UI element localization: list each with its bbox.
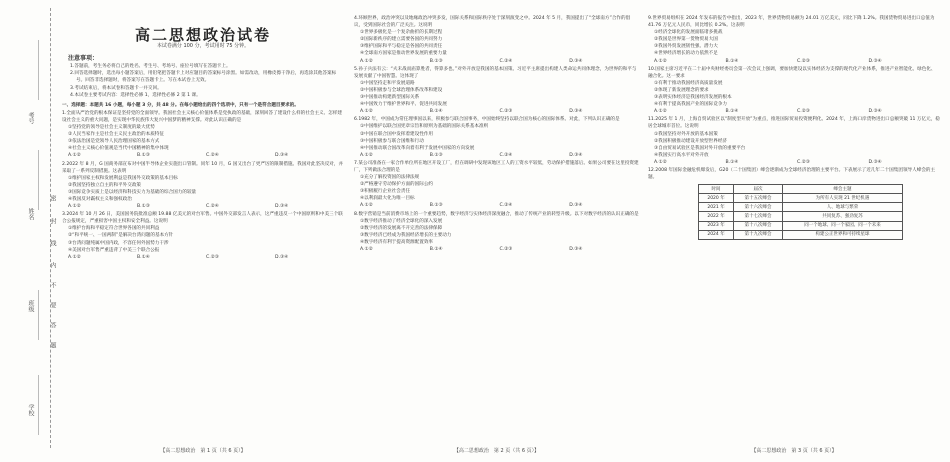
answer-choice: C.②③ bbox=[797, 159, 810, 165]
question-stem: 8.数字营销是当前消费市场上的一个重要趋势，数字经济与实体经济深度融合，推动了传统产业的转型升级。以下对数字经济的认识正确的是 bbox=[354, 211, 639, 217]
answer-choices bbox=[648, 108, 940, 115]
answer-choices bbox=[354, 152, 639, 159]
question-option: ③自由贸易试验区是我国对外开放的重要平台 bbox=[654, 145, 746, 151]
answer-choice: A.①② bbox=[360, 109, 373, 115]
note-item: 2.回答选择题时，选出每小题答案后，用铅笔把答题卡上对应题目的答案标号涂黑。如需改动，用橡皮擦干净后，再选涂其他答案标号。回答非选择题时，将答案写在答题卡上。写在本试卷上无效。 bbox=[70, 71, 337, 84]
answer-choice: B.①③ bbox=[429, 58, 443, 64]
table-body bbox=[699, 194, 903, 239]
g20-summit-table bbox=[698, 184, 903, 240]
answer-choices bbox=[648, 159, 940, 166]
answer-choice: D.③④ bbox=[569, 247, 583, 252]
table-cell: 同一个地球、同一个家园、同一个未来 bbox=[782, 221, 902, 230]
question-option: ①世界多极化是一个复杂曲折的长期过程 bbox=[360, 30, 443, 36]
table-cell: 2024 年 bbox=[699, 230, 734, 239]
seal-char: 内 bbox=[49, 262, 56, 268]
answer-choice: A.①② bbox=[360, 58, 373, 64]
question-stem: 6.1982 年，中国成为常任理事国以来，积极参与联合国事务，中国始终坚持以联合国为核心的国际体系。对此，下列认识正确的是 bbox=[354, 117, 620, 123]
question-option: ②我国是世界第一货物贸易大国 bbox=[654, 37, 718, 43]
answer-choice: C.②④ bbox=[206, 153, 219, 159]
answer-choice: A.①② bbox=[360, 247, 373, 252]
seal-char: 答 bbox=[49, 322, 56, 328]
answer-choice: A.①② bbox=[654, 109, 667, 115]
question-option: ④以利润最大化为唯一目标 bbox=[360, 196, 415, 202]
table-row bbox=[699, 221, 903, 230]
question-option: ③数字经济已经成为我国经济增长的主要动力 bbox=[360, 232, 452, 238]
question-option: ①数字经济推动了经济全球化的深入发展 bbox=[360, 218, 443, 224]
question-option: ③台湾问题纯属中国内政，不容任何外国势力干涉 bbox=[68, 240, 169, 246]
question-option: ④世界经济增长的动力依然不足 bbox=[654, 51, 718, 57]
question-stem: 11.2025 年 1 月，上海自贸试验区以“制度型开放”为重点，推进国际贸易投资便利化。2024 年，上海口岸货物进出口总额突破 11 万亿元，稳居全球城市首位。这说明 bbox=[648, 117, 940, 130]
page-3-column bbox=[648, 14, 940, 446]
question-option: ③依法治国是党领导人民治理国家的基本方式 bbox=[68, 139, 160, 145]
table-row bbox=[699, 230, 903, 239]
answer-choice: B.①④ bbox=[725, 109, 739, 115]
answer-choice: C.②④ bbox=[499, 58, 513, 64]
answer-choice: A.①② bbox=[360, 152, 373, 158]
table-cell: 人、地球与繁荣 bbox=[782, 203, 902, 212]
seal-char: 不 bbox=[49, 282, 56, 288]
question-stem: 3.2024 年 10 月 26 日，美国国务院批准总额 19.88 亿美元的对台军售。中国外交部发言人表示，这严重违反一个中国原则和中美三个联合公报规定，严重损害中国主权和安全利益。这说明 bbox=[62, 212, 343, 225]
table-cell: 为所有人实现 21 世纪机遇 bbox=[782, 194, 902, 203]
question-option: ③国际竞争实质上是以经济和科技实力为基础的综合国力的较量 bbox=[68, 189, 197, 195]
answer-choices bbox=[62, 203, 344, 210]
label-name: 姓名 bbox=[27, 208, 34, 220]
answer-choice: C.②③ bbox=[499, 247, 513, 252]
answer-choice: C.②③ bbox=[206, 254, 219, 260]
note-item: 1.答题前，考生务必将自己的姓名、考生号、考场号、座位号填写在答题卡上。 bbox=[70, 64, 231, 70]
answer-choices bbox=[354, 246, 639, 253]
exam-title: 高二思想政治试卷 bbox=[134, 26, 271, 44]
question-stem: 7.某公司准备在一家合作单位所在地区开设工厂，但在调研中发现该地区工人的工资水平较低，劳动保护措施落后。如果公司要在这里投资建厂，下列做法合理的是 bbox=[354, 160, 639, 173]
question-option: ②我国坚持独立自主的和平外交政策 bbox=[68, 182, 142, 188]
question-option: ③我国外贸发展韧性强、潜力大 bbox=[654, 44, 718, 50]
table-cell: 第十六次峰会 bbox=[734, 203, 783, 212]
question-option: ②“和平统一、一国两制”是解决台湾问题的基本方针 bbox=[68, 233, 174, 239]
question-option: ③维护国际和平与稳定是各国的共同责任 bbox=[360, 44, 443, 50]
page-2-column bbox=[354, 14, 639, 446]
answer-choice: B.①③ bbox=[429, 152, 443, 158]
notes-heading: 注意事项： bbox=[68, 55, 99, 63]
table-cell: 2020 年 bbox=[699, 194, 734, 203]
answer-choice: D.③④ bbox=[275, 153, 289, 159]
answer-choice: A.①② bbox=[654, 58, 667, 64]
answer-choice: D.③④ bbox=[569, 152, 583, 158]
answer-choice: D.③④ bbox=[569, 58, 583, 64]
question-option: ③中国积极参与联合国维和行动 bbox=[360, 138, 424, 144]
answer-choice: B.①④ bbox=[137, 254, 150, 260]
table-cell: 第十五次峰会 bbox=[734, 194, 783, 203]
answer-choice: D.③④ bbox=[569, 203, 583, 209]
question-list bbox=[62, 110, 344, 261]
blank-line-school bbox=[38, 375, 39, 435]
question-option: ④中国推动联合国改革向着有利于发展中国家的方向发展 bbox=[360, 145, 475, 151]
question-option: ②人民当家作主是社会主义民主政治的本质特征 bbox=[68, 132, 164, 138]
answer-choices bbox=[354, 108, 639, 115]
question-option: ①维护台海和平稳定符合世界各国的共同利益 bbox=[68, 226, 160, 232]
question-option: ④我国反对霸权主义和强权政治 bbox=[68, 196, 132, 202]
question-option: ①坚持党的领导是社会主义制度的最大优势 bbox=[68, 125, 155, 131]
answer-choices bbox=[648, 58, 940, 65]
table-header: 届次 bbox=[734, 185, 783, 194]
answer-choice: C.②④ bbox=[499, 203, 513, 209]
question-option: ④我国实行高水平对外开放 bbox=[654, 152, 709, 158]
table-cell: 2023 年 bbox=[699, 221, 734, 230]
blank-line-exam-number bbox=[38, 40, 39, 100]
question-option: ③积极履行企业社会责任 bbox=[360, 189, 411, 195]
table-row bbox=[699, 212, 903, 221]
question-option: ④美国对台军售严重违背了中美三个联合公报 bbox=[68, 247, 160, 253]
answer-choice: D.③④ bbox=[868, 109, 882, 115]
question-list bbox=[648, 15, 940, 181]
question-option: ②中国积极参与全球治理体系改革和建设 bbox=[360, 87, 443, 93]
seal-char: 线 bbox=[49, 240, 56, 246]
page-footer: 【高二思想政治 第 2 页（共 6 页）】 bbox=[453, 448, 540, 454]
question-option: ①中国维护以联合国宪章宗旨和原则为基础的国际关系基本准则 bbox=[360, 124, 489, 130]
table-cell: 2021 年 bbox=[699, 203, 734, 212]
label-class: 班级 bbox=[27, 300, 34, 312]
exam-subtitle: 本试卷满分 100 分，考试用时 75 分钟。 bbox=[156, 43, 250, 50]
question-option: ③表明实体经济是我国经济发展的根本 bbox=[654, 95, 732, 101]
answer-choice: B.①③ bbox=[429, 203, 443, 209]
question-list bbox=[354, 15, 639, 253]
question-stem: 9.世界贸易组织在 2024 年发布的报告中指出，2023 年，世界货物贸易额为 24.01 万亿美元，同比下降 1.2%。我国货物贸易进出口总值为 41.76 万亿元人民币，同比增长 0.2%。这表明 bbox=[648, 16, 935, 29]
question-stem: 2.2022 年 8 月，G 国商务部宣布对中国半导体企业实施出口管制。同年 10 月，G 国又出台了更严厉的限制措施。我国对此坚决反对，并采取了一系列反制措施。这表明 bbox=[62, 161, 344, 174]
answer-choice: B.①④ bbox=[429, 247, 443, 252]
question-option: ②我国积极推动建设开放型世界经济 bbox=[654, 138, 728, 144]
blank-line-name bbox=[38, 150, 39, 210]
question-option: ①经济全球化的发展面临诸多挑战 bbox=[654, 30, 723, 36]
question-stem: 1.全面从严治党的根本保证是坚持党的全面领导。我国社会主义核心价值体系是党执政的基础，深刻回答了建设什么样的社会主义、怎样建设社会主义的重大问题，是实现中华民族伟大复兴中国梦的精神支撑。对此认识正确的是 bbox=[62, 110, 343, 123]
question-option: ④数字经济有利于提高资源配置效率 bbox=[360, 239, 434, 245]
table-cell: 第十八次峰会 bbox=[734, 221, 783, 230]
answer-choice: D.③④ bbox=[275, 204, 289, 210]
seal-char: 题 bbox=[49, 342, 56, 348]
page-1-column bbox=[62, 14, 344, 446]
answer-choice: D.③④ bbox=[275, 254, 289, 260]
answer-choices bbox=[62, 254, 344, 261]
answer-choice: D.③④ bbox=[868, 159, 882, 165]
table-row bbox=[699, 203, 903, 212]
answer-choice: B.①③ bbox=[137, 204, 150, 210]
answer-choice: B.①④ bbox=[725, 159, 739, 165]
question-stem: 4.环顾世界，政治冲突以及地缘政治冲突多发，国际关系和国际秩序处于深刻演变之中。2024 年 5 月，我国提出了“全球南方”合作的倡议，受到国际社会的广泛关注。这说明 bbox=[354, 16, 631, 29]
seal-char: 密 bbox=[49, 195, 56, 201]
question-option: ①中国坚持走和平发展道路 bbox=[360, 80, 415, 86]
question-option: ①充分了解投资国的法律法规 bbox=[360, 175, 420, 181]
table-cell: 构建公正世界和可持续星球 bbox=[782, 230, 902, 239]
question-stem: 12.2008 年国际金融危机爆发后，G20（二十国集团）峰会逐渐成为全球经济治理的主要平台。下表展示了近几年二十国集团领导人峰会的主题。 bbox=[648, 167, 936, 181]
section-heading: 一、选择题：本题共 16 小题，每小题 3 分，共 48 分。在每小题给出的四个选项中，只有一个是符合题目要求的。 bbox=[62, 102, 299, 108]
table-header: 峰会主题 bbox=[782, 185, 902, 194]
page-footer: 【高二思想政治 第 1 页（共 6 页）】 bbox=[160, 448, 246, 454]
answer-choice: A.①② bbox=[654, 159, 667, 165]
answer-choices bbox=[62, 152, 344, 159]
blank-line-class bbox=[38, 290, 39, 340]
answer-choice: A.①② bbox=[68, 254, 81, 260]
answer-choice: B.①④ bbox=[429, 109, 443, 115]
table-cell: 第十九次峰会 bbox=[734, 230, 783, 239]
question-option: ②严格遵守劳动保护方面的国际公约 bbox=[360, 182, 434, 188]
table-cell: 第十七次峰会 bbox=[734, 212, 783, 221]
answer-choices bbox=[354, 58, 639, 65]
binding-margin bbox=[0, 0, 60, 462]
answer-choice: D.③④ bbox=[569, 109, 583, 115]
label-school: 学校 bbox=[27, 404, 34, 416]
answer-choice: A.①② bbox=[68, 153, 81, 159]
question-option: ③中国推动构建新型国际关系 bbox=[360, 95, 420, 101]
question-stem: 10.国家主席习近平在二十届中央财经委员会第一次会议上强调，要加快建设以实体经济为支撑的现代化产业体系，推进产业智能化、绿色化、融合化。这一要求 bbox=[648, 66, 936, 79]
question-option: ②数字经济的发展离不开完善的法律保障 bbox=[360, 225, 443, 231]
page-footer: 【高二思想政治 第 3 页（共 6 页）】 bbox=[751, 448, 837, 454]
note-item: 4.本试卷主要考试内容：选择性必修 1，选择性必修 2 第 1 课。 bbox=[70, 92, 201, 98]
binding-dashed-line bbox=[50, 8, 51, 448]
label-exam-number: 考号 bbox=[27, 112, 34, 124]
answer-choice: A.①② bbox=[68, 204, 81, 210]
question-option: ②中国在联合国中发挥着建设性作用 bbox=[360, 131, 434, 137]
answer-choice: D.③④ bbox=[868, 58, 882, 64]
question-option: ②体现了新发展理念的要求 bbox=[654, 87, 709, 93]
answer-choice: B.①④ bbox=[725, 58, 739, 64]
question-stem: 5.孙子兵法有云：“夫未战而庙算胜者，得算多也。”对外开放是我国的基本国策。习近平主席提出构建人类命运共同体理念，为世界的和平与发展贡献了中国智慧。这体现了 bbox=[354, 66, 637, 79]
question-option: ④社会主义核心价值观是当代中国精神的集中体现 bbox=[68, 146, 169, 152]
question-option: ①有利于推动我国经济高质量发展 bbox=[654, 80, 723, 86]
answer-choice: C.②④ bbox=[206, 204, 219, 210]
question-option: ④全球南方国家是推动世界发展的重要力量 bbox=[360, 51, 447, 57]
question-option: ①我国坚持对外开放的基本国策 bbox=[654, 131, 718, 137]
question-option: ②国际新秩序的建立需要各国的共同努力 bbox=[360, 37, 443, 43]
question-option: ①维护国家主权和发展利益是我国外交政策的基本目标 bbox=[68, 175, 178, 181]
answer-choice: C.②④ bbox=[499, 152, 513, 158]
answer-choice: B.①③ bbox=[137, 153, 150, 159]
answer-choice: C.②③ bbox=[797, 109, 810, 115]
answer-choice: C.②③ bbox=[499, 109, 513, 115]
table-row bbox=[699, 194, 903, 203]
note-item: 3.考试结束后，将本试卷和答题卡一并交回。 bbox=[70, 85, 162, 91]
seal-char: 要 bbox=[49, 302, 56, 308]
answer-choice: A.①② bbox=[360, 203, 373, 209]
question-option: ④有利于提高我国产业的国际竞争力 bbox=[654, 102, 728, 108]
answer-choices bbox=[354, 202, 639, 209]
question-option: ④中国致力于维护世界和平、促进共同发展 bbox=[360, 102, 447, 108]
table-cell: 共同复苏、强劲复苏 bbox=[782, 212, 902, 221]
table-cell: 2022 年 bbox=[699, 212, 734, 221]
seal-char: 封 bbox=[49, 218, 56, 224]
answer-choice: C.②③ bbox=[797, 58, 810, 64]
table-header: 时间 bbox=[699, 185, 734, 194]
